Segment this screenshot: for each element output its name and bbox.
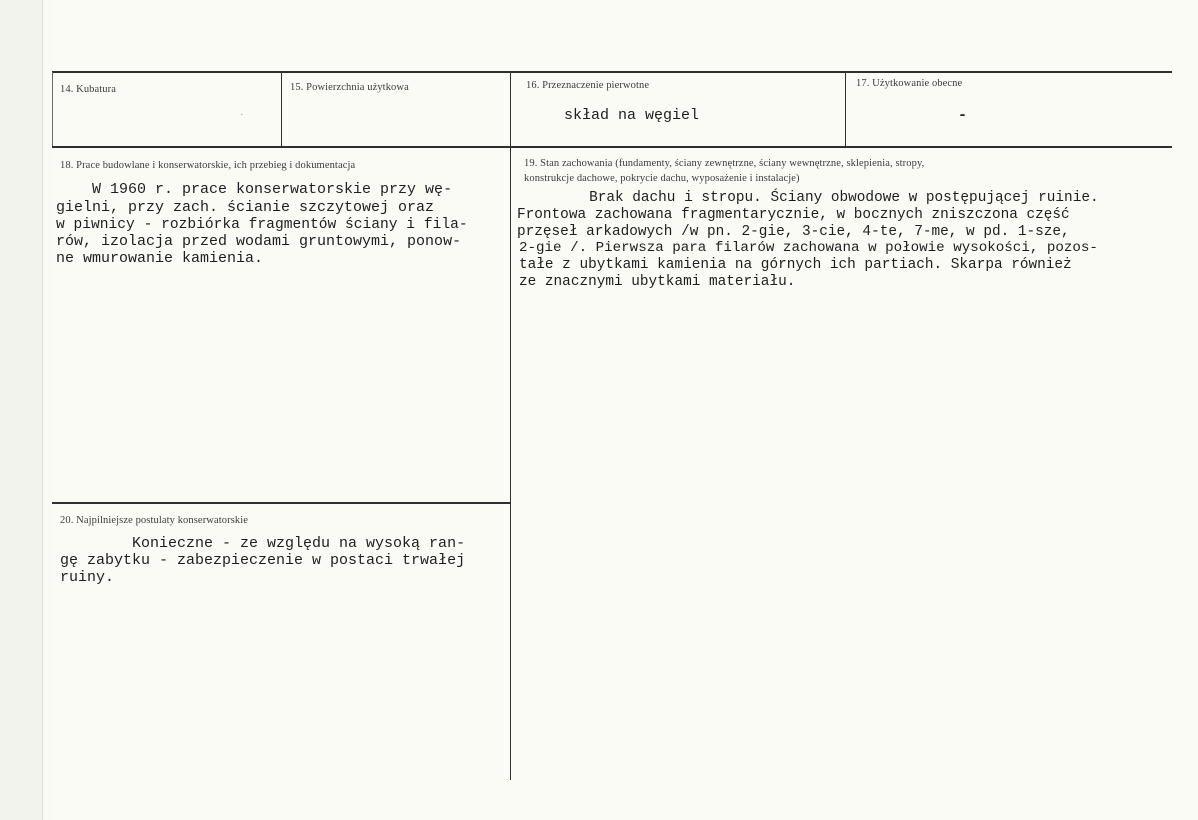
stan-label-line-2: konstrukcje dachowe, pokrycie dachu, wyposażenie i instalacje) [524,173,800,184]
uzytkowanie-label: 17. Użytkowanie obecne [856,78,963,89]
uzytkowanie-value: - [958,107,968,124]
prace-line-2: gielni, przy zach. ścianie szczytowej oraz [56,199,435,216]
stan-line-5: tałe z ubytkami kamienia na górnych ich partiach. Skarpa również [519,257,1072,273]
stan-line-2: Frontowa zachowana fragmentarycznie, w bocznych zniszczona część [517,207,1070,223]
przeznaczenie-label: 16. Przeznaczenie pierwotne [526,80,650,91]
stan-line-6: ze znacznymi ubytkami materiału. [519,274,796,290]
prace-label: 18. Prace budowlane i konserwatorskie, ich przebieg i dokumentacja [60,160,356,171]
prace-line-5: ne wmurowanie kamienia. [56,250,264,267]
przeznaczenie-value: skład na węgiel [564,107,700,124]
powierzchnia-label: 15. Powierzchnia użytkowa [290,82,409,93]
rule-row2 [52,146,1172,148]
rule-top [52,71,1172,73]
prace-line-4: rów, izolacja przed wodami gruntowymi, ponow- [56,233,462,250]
rule-v-16-17 [845,72,846,146]
stray-mark: · [240,110,244,121]
rule-v-14-15 [281,72,282,146]
kubatura-label: 14. Kubatura [60,84,117,95]
rule-v-left-top [52,72,53,146]
prace-line-1: W 1960 r. prace konserwatorskie przy wę- [56,181,453,198]
stan-line-4: 2-gie /. Pierwsza para filarów zachowana w połowie wysokości, pozos- [519,240,1098,256]
prace-line-3: w piwnicy - rozbiórka fragmentów ściany i fila- [56,217,468,233]
postulaty-line-3: ruiny. [60,569,115,586]
postulaty-label: 20. Najpilniejsze postulaty konserwatorskie [60,515,249,526]
postulaty-line-1: Konieczne - ze względu na wysoką ran- [60,535,466,552]
rule-v-center [510,147,511,780]
page-left-margin [0,0,43,820]
stan-line-1: Brak dachu i stropu. Ściany obwodowe w postępującej ruinie. [520,190,1099,206]
stan-line-3: przęseł arkadowych /w pn. 2-gie, 3-cie, 4-te, 7-me, w pd. 1-sze, [517,224,1070,240]
stan-label-line-1: 19. Stan zachowania (fundamenty, ściany zewnętrzne, ściany wewnętrzne, sklepienia, stropy, [524,158,925,169]
rule-v-15-16 [510,72,511,146]
rule-postulaty [52,502,510,504]
postulaty-line-2: gę zabytku - zabezpieczenie w postaci trwałej [60,552,466,569]
